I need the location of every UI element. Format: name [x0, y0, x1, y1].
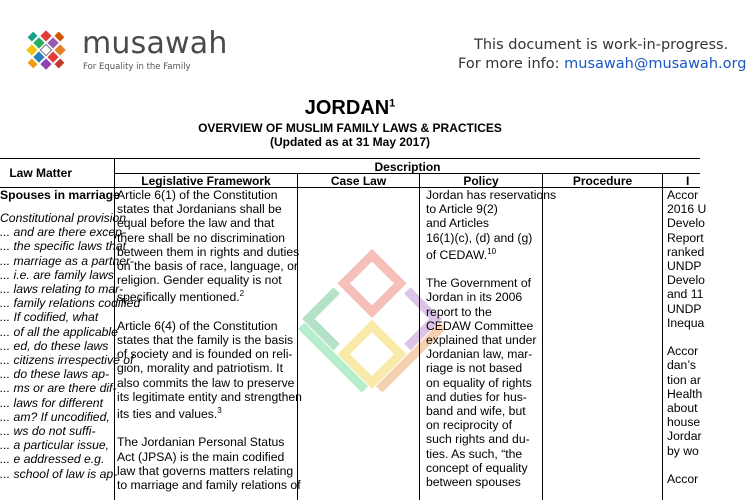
- last-col-line: 2016 U: [667, 202, 707, 217]
- last-col-line: by wo: [667, 443, 699, 458]
- email-link[interactable]: musawah@musawah.org: [564, 56, 746, 72]
- law-matter-line: ... citizens irrespective of: [0, 353, 134, 368]
- country-name: JORDAN: [304, 97, 390, 119]
- law-matter-line: ... ed, do these laws: [0, 338, 109, 353]
- legislative-line: equal before the law and that: [117, 216, 275, 231]
- last-col-line: [667, 330, 706, 344]
- col-divider-5: [662, 173, 663, 500]
- page-title: [0, 97, 700, 120]
- last-col-line: Develo: [667, 273, 705, 288]
- legislative-line: between them in rights and duties: [117, 244, 300, 259]
- law-matter-line: ... ms or are there dif-: [0, 381, 117, 396]
- legislative-line: specifically mentioned.$^2$: [117, 289, 245, 305]
- last-col-line: UNDP: [667, 259, 702, 274]
- legislative-line: The Jordanian Personal Status: [117, 435, 285, 450]
- policy-line: such rights and du-: [426, 432, 530, 447]
- policy-line: band and wife, but: [426, 404, 526, 419]
- header-procedure: Procedure: [572, 174, 633, 188]
- law-matter-line: ... ws do not suffi-: [0, 424, 96, 439]
- wip-notice: This document is work-in-progress.: [474, 37, 729, 53]
- policy-line: riage is not based: [426, 361, 523, 376]
- logo-tagline: For Equality in the Family: [83, 62, 191, 72]
- last-col-line: tion ar: [667, 372, 701, 387]
- law-matter-line: ... If codified, what: [0, 310, 99, 325]
- last-col-line: UNDP: [667, 301, 702, 316]
- law-matter-line: ... of all the applicable: [0, 324, 118, 339]
- info-prefix: For more info:: [458, 56, 565, 72]
- legislative-line: there shall be no discrimination: [117, 230, 286, 245]
- table-border-top: [0, 158, 700, 159]
- header-description: Description: [374, 160, 441, 174]
- law-matter-line: ... and are there excep-: [0, 225, 127, 240]
- contact-info: [458, 56, 746, 72]
- legislative-line: gion, morality and patriotism. It: [117, 361, 283, 376]
- law-matter-line: ... e addressed e.g.: [0, 452, 105, 467]
- law-matter-line: ... i.e. are family laws: [0, 267, 114, 282]
- logo-name: musawah: [82, 26, 228, 61]
- legislative-line: Act (JPSA) is the main codified: [117, 449, 285, 464]
- law-matter-line: ... the specific laws that: [0, 239, 126, 254]
- page-subtitle: OVERVIEW OF MUSLIM FAMILY LAWS & PRACTICES: [198, 121, 502, 135]
- legislative-line: states that Jordanians shall be: [117, 202, 282, 217]
- row-title: Spouses in marriage: [0, 188, 120, 202]
- last-col-line: Inequa: [667, 315, 705, 330]
- legislative-line: states that the family is the basis: [117, 333, 294, 348]
- footnote-ref: 1: [389, 97, 396, 110]
- policy-line: 16(1)(c), (d) and (g): [426, 230, 533, 245]
- last-col-line: Develo: [667, 216, 705, 231]
- legislative-line: of society and is founded on reli-: [117, 347, 293, 362]
- law-matter-line: ... am? If uncodified,: [0, 409, 110, 424]
- legislative-line: Article 6(4) of the Constitution: [117, 318, 278, 333]
- last-col-line: [667, 458, 706, 472]
- header-legislative: Legislative Framework: [141, 174, 271, 188]
- last-col-line: about: [667, 401, 698, 416]
- policy-line: The Government of: [426, 276, 531, 291]
- musawah-logo-icon: [18, 22, 74, 78]
- last-col-line: ranked: [667, 244, 705, 259]
- law-matter-line: ... school of law is ap-: [0, 466, 118, 481]
- legislative-line: religion. Gender equality is not: [117, 273, 282, 288]
- policy-line: between spouses: [426, 475, 521, 490]
- paragraph-gap: [117, 305, 302, 319]
- header-policy: Policy: [463, 174, 499, 188]
- policy-line: Jordanian law, mar-: [426, 347, 533, 362]
- legislative-text: [117, 188, 302, 492]
- last-col-line: Jordar: [667, 429, 702, 444]
- policy-line: explained that under: [426, 333, 537, 348]
- law-matter-line: ... laws relating to mar-: [0, 282, 124, 297]
- last-col-line: house: [667, 415, 701, 430]
- policy-line: Jordan in its 2006: [426, 290, 523, 305]
- last-col-line: Report: [667, 230, 704, 245]
- footnote-ref: 10: [487, 246, 497, 256]
- policy-line: and duties for hus-: [426, 389, 527, 404]
- legislative-line: law that governs matters relating: [117, 463, 294, 478]
- last-col-line: and 11: [667, 287, 704, 302]
- law-matter-line: ... a particular issue,: [0, 438, 110, 453]
- policy-line: CEDAW Committee: [426, 318, 534, 333]
- footnote-ref: 2: [239, 289, 245, 299]
- footnote-ref: 3: [217, 406, 222, 416]
- legislative-line: its legitimate entity and strengthen: [117, 389, 302, 404]
- last-col-line: Accor: [667, 344, 699, 359]
- policy-text: [426, 188, 556, 489]
- last-col-line: Health: [667, 386, 703, 401]
- last-col-line: dan’s: [667, 358, 696, 373]
- policy-line: ties. As such, “the: [426, 446, 523, 461]
- policy-line: on equality of rights: [426, 375, 532, 390]
- paragraph-gap: [117, 421, 302, 435]
- policy-line: to Article 9(2): [426, 202, 498, 217]
- law-matter-line: ... do these laws ap-: [0, 367, 110, 382]
- policy-line: report to the: [426, 304, 492, 319]
- policy-line: of CEDAW.$^{10}$: [426, 246, 497, 262]
- col-divider-3: [419, 173, 420, 500]
- last-col-line: Accor: [667, 472, 699, 487]
- legislative-line: also commits the law to preserve: [117, 375, 295, 390]
- law-matter-line: Constitutional provision: [0, 211, 127, 225]
- header-case-law: Case Law: [330, 174, 387, 188]
- header-last-col: I: [686, 174, 690, 188]
- policy-line: Jordan has reservations: [426, 188, 557, 202]
- updated-date: (Updated as at 31 May 2017): [269, 135, 431, 149]
- law-matter-line: ... marriage as a partner-: [0, 253, 134, 268]
- last-col-line: Accor: [667, 188, 699, 202]
- paragraph-gap: [426, 262, 556, 276]
- last-col-text: [667, 188, 706, 486]
- law-matter-line: ... family relations codified: [0, 296, 141, 311]
- policy-line: on reciprocity of: [426, 418, 513, 433]
- policy-line: and Articles: [426, 216, 490, 231]
- legislative-line: to marriage and family relations of: [117, 478, 301, 493]
- legislative-line: on the basis of race, language, or: [117, 259, 298, 274]
- law-matter-line: ... laws for different: [0, 395, 103, 410]
- legislative-line: Article 6(1) of the Constitution: [117, 188, 278, 202]
- policy-line: concept of equality: [426, 460, 528, 475]
- header-law-matter: Law Matter: [9, 166, 72, 180]
- legislative-line: its ties and values.$^3$: [117, 406, 222, 422]
